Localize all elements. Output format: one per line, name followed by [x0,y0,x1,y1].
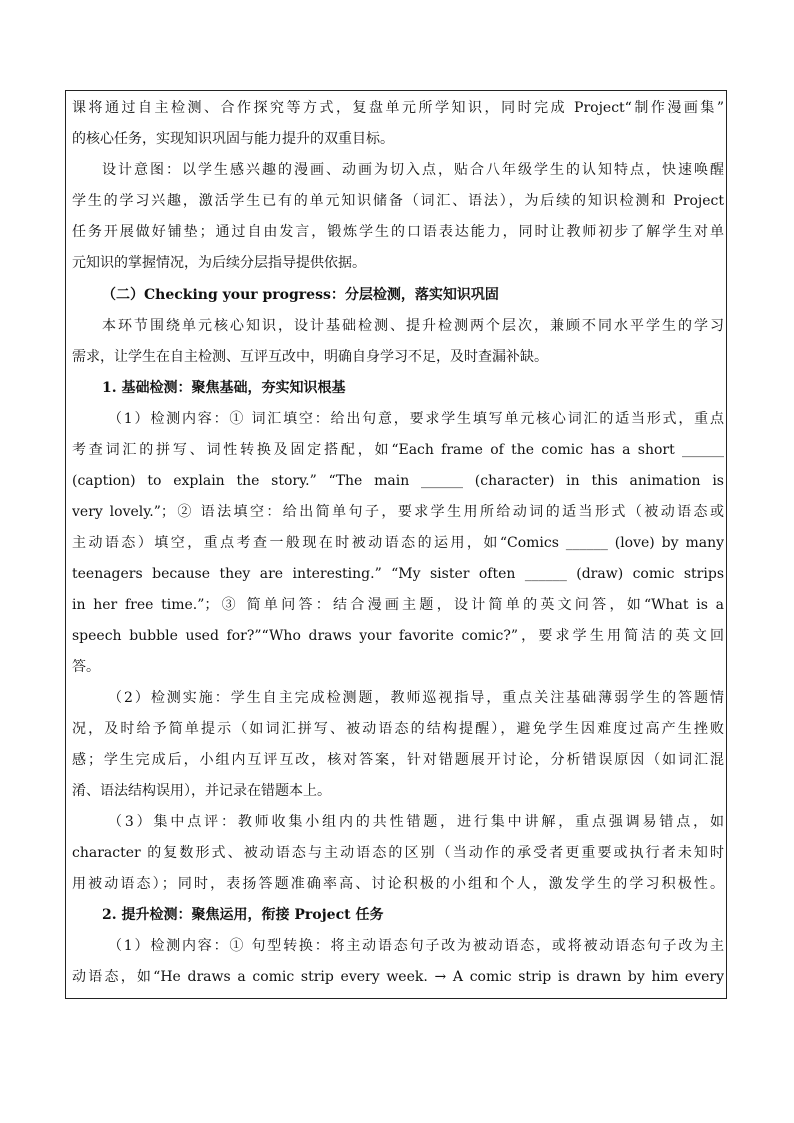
paragraph-line: 考查词汇的拼写、词性转换及固定搭配，如“Each frame of the comic has a short ______ [72,442,724,458]
paragraph-line: character 的复数形式、被动语态与主动语态的区别（当动作的承受者更重要或执行者未知时 [72,845,724,861]
paragraph-line: 元知识的掌握情况，为后续分层指导提供依据。 [72,255,366,271]
subsection-heading: 2. 提升检测：聚焦运用，衔接 Project 任务 [102,907,384,923]
paragraph-line: very lovely.”；② 语法填空：给出简单句子，要求学生用所给动词的适当形式（被动语态或 [72,504,724,520]
paragraph-line: 动语态，如“He draws a comic strip every week. → A comic strip is drawn by him every [72,969,724,985]
paragraph-line: 感；学生完成后，小组内互评互改，核对答案，针对错题展开讨论，分析错误原因（如词汇混 [72,752,724,768]
subsection-heading: 1. 基础检测：聚焦基础，夯实知识根基 [102,380,346,396]
section-heading: （二）Checking your progress：分层检测，落实知识巩固 [102,287,499,303]
paragraph-line: teenagers because they are interesting.” “My sister often ______ (draw) comic strips [72,566,724,582]
paragraph-line: 用被动语态）；同时，表扬答题准确率高、讨论积极的小组和个人，激发学生的学习积极性。 [72,876,724,892]
paragraph-line: 课将通过自主检测、合作探究等方式，复盘单元所学知识，同时完成 Project“制作漫画集” [72,100,724,116]
paragraph-line: （1）检测内容：① 句型转换：将主动语态句子改为被动语态，或将被动语态句子改为主 [108,938,724,954]
paragraph-line: （2）检测实施：学生自主完成检测题，教师巡视指导，重点关注基础薄弱学生的答题情 [108,690,724,706]
paragraph-line: (caption) to explain the story.” “The main ______ (character) in this animation is [72,473,724,489]
paragraph-line: 学生的学习兴趣，激活学生已有的单元知识储备（词汇、语法），为后续的知识检测和 Project [72,193,724,209]
paragraph-line: 设计意图：以学生感兴趣的漫画、动画为切入点，贴合八年级学生的认知特点，快速唤醒 [102,162,724,178]
paragraph-line: 本环节围绕单元核心知识，设计基础检测、提升检测两个层次，兼顾不同水平学生的学习 [102,318,724,334]
paragraph-line: 淆、语法结构误用），并记录在错题本上。 [72,783,331,799]
paragraph-line: 任务开展做好铺垫；通过自由发言，锻炼学生的口语表达能力，同时让教师初步了解学生对单 [72,224,724,240]
paragraph-line: 答。 [72,659,100,675]
paragraph-line: （3）集中点评：教师收集小组内的共性错题，进行集中讲解，重点强调易错点，如 [108,814,724,830]
paragraph-line: 的核心任务，实现知识巩固与能力提升的双重目标。 [72,131,394,147]
paragraph-line: 主动语态）填空，重点考查一般现在时被动语态的运用，如“Comics ______ (love) by many [72,535,724,551]
paragraph-line: in her free time.”；③ 简单问答：结合漫画主题，设计简单的英文问答，如“What is a [72,597,724,613]
paragraph-line: 需求，让学生在自主检测、互评互改中，明确自身学习不足，及时查漏补缺。 [72,349,548,365]
paragraph-line: 况，及时给予简单提示（如词汇拼写、被动语态的结构提醒），避免学生因难度过高产生挫败 [72,721,724,737]
paragraph-line: speech bubble used for?”“Who draws your favorite comic?”，要求学生用简洁的英文回 [72,628,724,644]
paragraph-line: （1）检测内容：① 词汇填空：给出句意，要求学生填写单元核心词汇的适当形式，重点 [108,411,724,427]
